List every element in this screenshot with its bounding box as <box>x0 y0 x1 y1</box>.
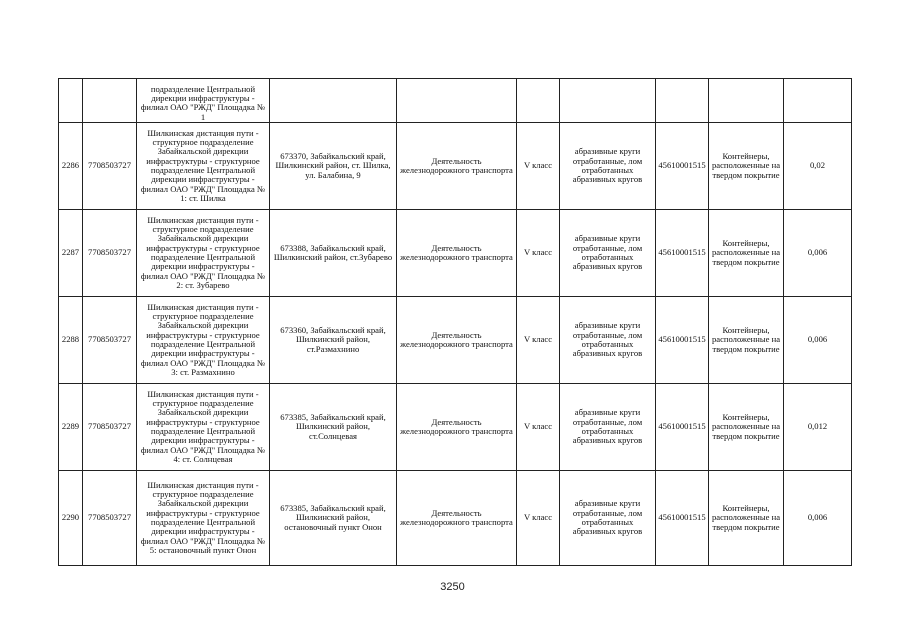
cell-code <box>656 79 709 123</box>
cell-address: 673388, Забайкальский край, Шилкинский район, ст.Зубарево <box>270 210 397 297</box>
cell-class: V класс <box>517 297 560 384</box>
cell-address <box>270 79 397 123</box>
cell-class: V класс <box>517 123 560 210</box>
cell-num <box>59 79 83 123</box>
cell-storage <box>709 79 784 123</box>
cell-storage: Контейнеры, расположенные на твердом покрытие <box>709 471 784 566</box>
cell-address: 673385, Забайкальский край, Шилкинский район, остановочный пункт Онон <box>270 471 397 566</box>
table-row <box>59 384 852 471</box>
cell-address: 673385, Забайкальский край, Шилкинский район, ст.Солнцевая <box>270 384 397 471</box>
cell-inn: 7708503727 <box>83 471 137 566</box>
cell-code: 45610001515 <box>656 123 709 210</box>
cell-activity: Деятельность железнодорожного транспорта <box>397 210 517 297</box>
cell-amount: 0,012 <box>784 384 852 471</box>
cell-activity: Деятельность железнодорожного транспорта <box>397 297 517 384</box>
cell-activity: Деятельность железнодорожного транспорта <box>397 471 517 566</box>
cell-waste: абразивные круги отработанные, лом отработанных абразивных кругов <box>560 384 656 471</box>
cell-waste: абразивные круги отработанные, лом отработанных абразивных кругов <box>560 123 656 210</box>
cell-inn: 7708503727 <box>83 384 137 471</box>
table-row <box>59 210 852 297</box>
cell-waste: абразивные круги отработанные, лом отработанных абразивных кругов <box>560 471 656 566</box>
table-row <box>59 471 852 566</box>
cell-storage: Контейнеры, расположенные на твердом покрытие <box>709 384 784 471</box>
cell-amount <box>784 79 852 123</box>
cell-code: 45610001515 <box>656 471 709 566</box>
cell-activity: Деятельность железнодорожного транспорта <box>397 384 517 471</box>
cell-class: V класс <box>517 471 560 566</box>
cell-num: 2286 <box>59 123 83 210</box>
cell-amount: 0,02 <box>784 123 852 210</box>
cell-inn: 7708503727 <box>83 123 137 210</box>
cell-storage: Контейнеры, расположенные на твердом покрытие <box>709 210 784 297</box>
cell-storage: Контейнеры, расположенные на твердом покрытие <box>709 297 784 384</box>
cell-num: 2288 <box>59 297 83 384</box>
cell-amount: 0,006 <box>784 297 852 384</box>
table-row-continued <box>59 79 852 123</box>
cell-inn: 7708503727 <box>83 210 137 297</box>
cell-inn: 7708503727 <box>83 297 137 384</box>
cell-address: 673360, Забайкальский край, Шилкинский район, ст.Размахнино <box>270 297 397 384</box>
cell-class <box>517 79 560 123</box>
cell-num: 2289 <box>59 384 83 471</box>
table-row <box>59 297 852 384</box>
cell-owner: Шилкинская дистанция пути - структурное подразделение Забайкальской дирекции инфраструктуры - структурное подразделение Центральной дирекции инфраструктуры - филиал ОАО "РЖД" Площадка № 1: ст. Шилка <box>137 123 270 210</box>
cell-storage: Контейнеры, расположенные на твердом покрытие <box>709 123 784 210</box>
cell-class: V класс <box>517 384 560 471</box>
waste-registry-table <box>58 78 852 566</box>
cell-amount: 0,006 <box>784 210 852 297</box>
cell-activity: Деятельность железнодорожного транспорта <box>397 123 517 210</box>
cell-waste <box>560 79 656 123</box>
cell-owner: Шилкинская дистанция пути - структурное подразделение Забайкальской дирекции инфраструктуры - структурное подразделение Центральной дирекции инфраструктуры - филиал ОАО "РЖД" Площадка № 2: ст. Зубарево <box>137 210 270 297</box>
cell-address: 673370, Забайкальский край, Шилкинский район, ст. Шилка, ул. Балабина, 9 <box>270 123 397 210</box>
cell-owner: Шилкинская дистанция пути - структурное подразделение Забайкальской дирекции инфраструктуры - структурное подразделение Центральной дирекции инфраструктуры - филиал ОАО "РЖД" Площадка № 3: ст. Размахнино <box>137 297 270 384</box>
cell-code: 45610001515 <box>656 210 709 297</box>
cell-num: 2290 <box>59 471 83 566</box>
table-row <box>59 123 852 210</box>
cell-waste: абразивные круги отработанные, лом отработанных абразивных кругов <box>560 210 656 297</box>
cell-inn <box>83 79 137 123</box>
cell-owner: подразделение Центральной дирекции инфраструктуры - филиал ОАО "РЖД" Площадка № 1 <box>137 79 270 123</box>
cell-owner: Шилкинская дистанция пути - структурное подразделение Забайкальской дирекции инфраструктуры - структурное подразделение Центральной дирекции инфраструктуры - филиал ОАО "РЖД" Площадка № 4: ст. Солнцевая <box>137 384 270 471</box>
cell-owner: Шилкинская дистанция пути - структурное подразделение Забайкальской дирекции инфраструктуры - структурное подразделение Центральной дирекции инфраструктуры - филиал ОАО "РЖД" Площадка № 5: остановочный пункт Онон <box>137 471 270 566</box>
cell-amount: 0,006 <box>784 471 852 566</box>
cell-code: 45610001515 <box>656 297 709 384</box>
document-sheet <box>58 78 851 566</box>
page-number: 3250 <box>440 581 465 593</box>
cell-waste: абразивные круги отработанные, лом отработанных абразивных кругов <box>560 297 656 384</box>
cell-class: V класс <box>517 210 560 297</box>
cell-code: 45610001515 <box>656 384 709 471</box>
cell-activity <box>397 79 517 123</box>
cell-num: 2287 <box>59 210 83 297</box>
